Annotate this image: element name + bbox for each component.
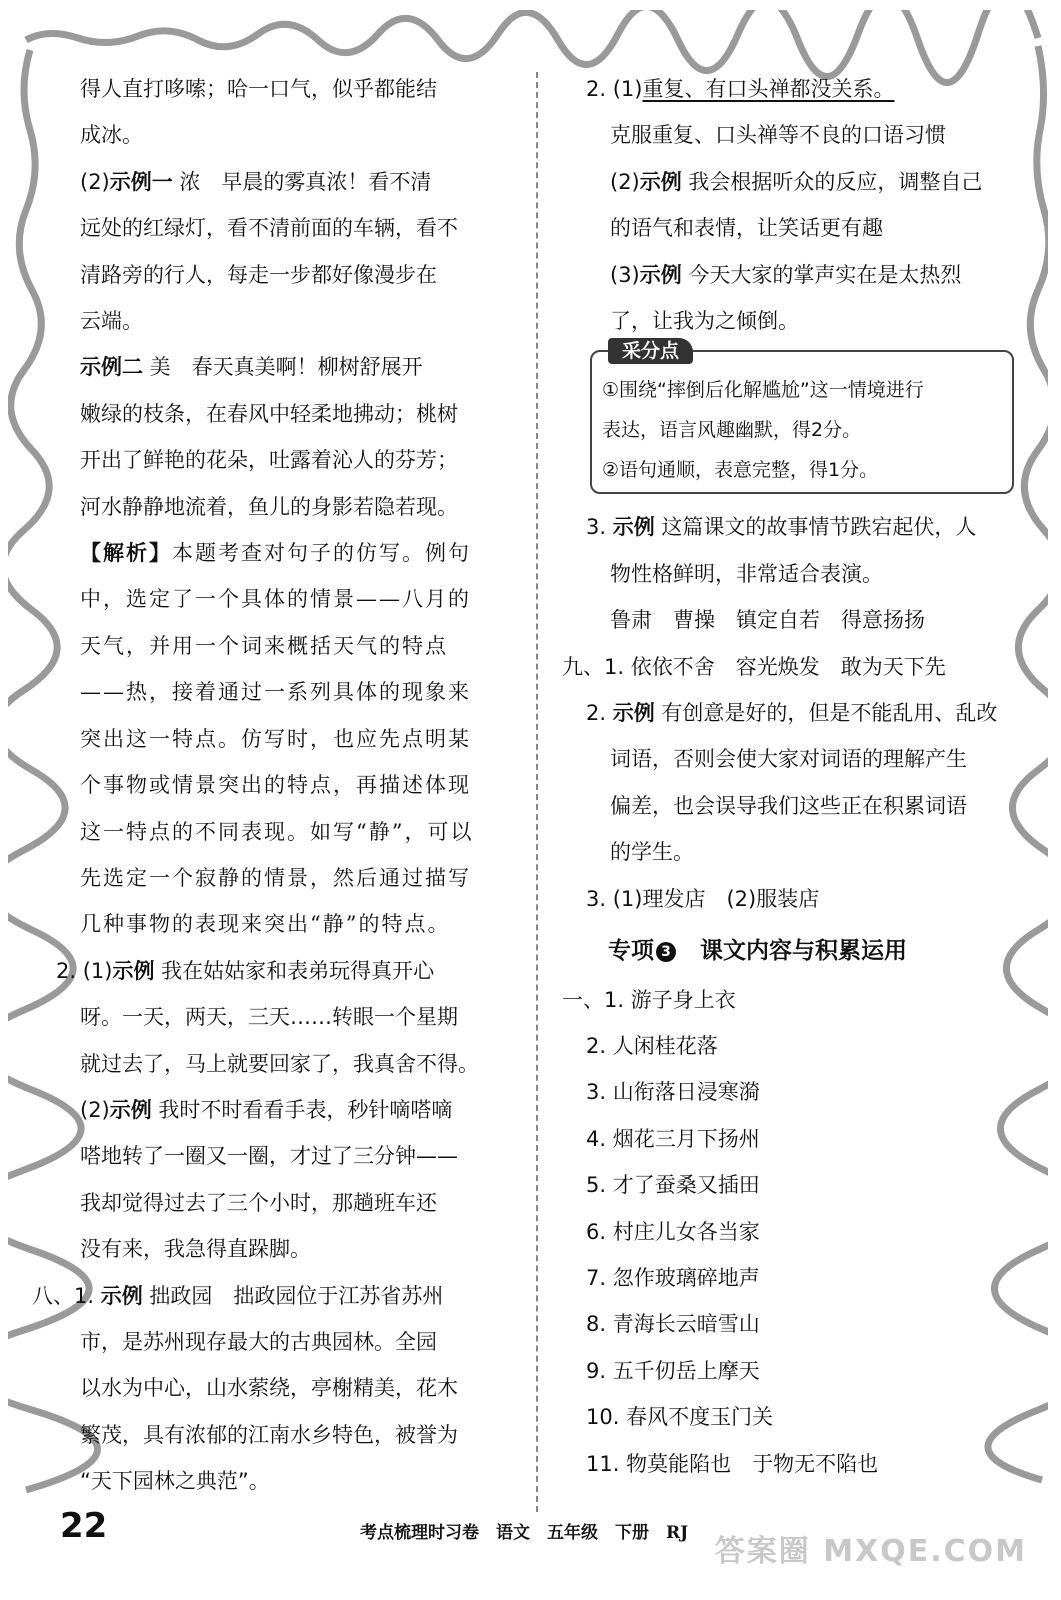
text-line: 嗒地转了一圈又一圈，才过了三分钟—— <box>80 1144 458 1169</box>
answer-line: 11. 物莫能陷也 于物无不陷也 <box>586 1451 879 1476</box>
text-line: (3)示例 今天大家的掌声实在是太热烈 <box>610 262 962 287</box>
text-line: 2. (1)重复、有口头禅都没关系。 <box>586 77 895 101</box>
text-line: 3. (1)理发店 (2)服装店 <box>586 886 820 911</box>
analysis-line: 中，选定了一个具体的情景——八月的 <box>80 587 471 612</box>
text-line: 了，让我为之倾倒。 <box>610 309 799 334</box>
answer-line: 9. 五千仞岳上摩天 <box>586 1358 760 1383</box>
example-tag: 示例二 <box>80 355 143 380</box>
example-tag: 示例 <box>612 515 655 540</box>
book-info: 考点梳理时习卷 语文 五年级 下册 RJ <box>360 1523 689 1543</box>
answer-line: 2. 人闲桂花落 <box>586 1033 718 1058</box>
example-tag: 示例 <box>109 1097 152 1122</box>
text-line: (2)示例一 浓 早晨的雾真浓！看不清 <box>80 169 432 194</box>
answer-line: 6. 村庄儿女各当家 <box>586 1219 760 1244</box>
answer-line: 8. 青海长云暗雪山 <box>586 1312 760 1337</box>
example-tag: 示例 <box>612 701 655 726</box>
scoring-points-box <box>590 340 1014 494</box>
column-divider <box>536 72 538 1512</box>
example-tag: 示例 <box>100 1283 143 1308</box>
example-tag: 示例一 <box>109 169 173 194</box>
analysis-tag: 【解析】 <box>80 540 172 566</box>
text-line: (2)示例 我会根据听众的反应，调整自己 <box>610 169 983 194</box>
text-line: 开出了鲜艳的花朵，吐露着沁人的芬芳； <box>80 448 458 473</box>
text-line: 得人直打哆嗦；哈一口气，似乎都能结 <box>80 77 437 101</box>
text-line: 没有来，我急得直跺脚。 <box>80 1237 311 1262</box>
scoring-point: 表达，语言风趣幽默，得2分。 <box>602 419 862 442</box>
text-line: (2)示例 我时不时看看手表，秒针嘀嗒嘀 <box>80 1097 453 1122</box>
text-line: 3. 示例 这篇课文的故事情节跌宕起伏，人 <box>586 515 977 540</box>
answer-line: 7. 忽作玻璃碎地声 <box>586 1265 760 1290</box>
text-line: 2. 示例 有创意是好的，但是不能乱用、乱改 <box>586 701 998 726</box>
analysis-line: 几种事物的表现来突出“静”的特点。 <box>80 912 451 937</box>
text-line: 克服重复、口头禅等不良的口语习惯 <box>610 123 946 148</box>
left-column <box>32 66 525 1505</box>
text-line: 九、1. 依依不舍 容光焕发 敢为天下先 <box>562 654 946 679</box>
text-line: 云端。 <box>80 309 143 334</box>
text-line: 词语，否则会使大家对词语的理解产生 <box>610 747 967 772</box>
text-line: 清路旁的行人，每走一步都好像漫步在 <box>80 262 437 287</box>
text-line: 鲁肃 曹操 镇定自若 得意扬扬 <box>610 608 925 633</box>
scoring-points-label: 采分点 <box>608 338 693 364</box>
scoring-point: ①围绕“摔倒后化解尴尬”这一情境进行 <box>602 379 924 402</box>
text-line: 的学生。 <box>610 840 694 865</box>
example-tag: 示例 <box>112 958 155 983</box>
text-line: 呀。一天，两天，三天……转眼一个星期 <box>80 1005 458 1030</box>
answer-line: 4. 烟花三月下扬州 <box>586 1126 760 1151</box>
text-line: 以水为中心，山水萦绕，亭榭精美，花木 <box>80 1376 458 1401</box>
scoring-point: ②语句通顺，表意完整，得1分。 <box>602 459 879 482</box>
text-line: 就过去了，马上就要回家了，我真舍不得。 <box>80 1051 479 1076</box>
page-number: 22 <box>60 1506 108 1546</box>
text-line: 成冰。 <box>80 123 143 148</box>
answer-line: 10. 春风不度玉门关 <box>586 1405 774 1430</box>
underlined-answer: 重复、有口头禅都没关系。 <box>642 77 895 101</box>
text-line: 八、1. 示例 拙政园 拙政园位于江苏省苏州 <box>32 1283 444 1308</box>
text-line: 物性格鲜明，非常适合表演。 <box>610 561 883 586</box>
analysis-line: 这一特点的不同表现。如写“静”，可以 <box>80 819 474 844</box>
text-line: 偏差，也会误导我们这些正在积累词语 <box>610 793 967 818</box>
analysis-line: ——热，接着通过一系列具体的现象来 <box>80 680 471 705</box>
text-line: 示例二 美 春天真美啊！柳树舒展开 <box>80 355 423 380</box>
example-tag: 示例 <box>639 169 682 194</box>
answer-line: 一、1. 游子身上衣 <box>562 987 736 1012</box>
watermark-logo: 答案圈 MXQE.COM <box>714 1534 1027 1569</box>
text-line: 嫩绿的枝条，在春风中轻柔地拂动；桃树 <box>80 401 458 426</box>
analysis-line: 个事物或情景突出的特点，再描述体现 <box>80 773 471 798</box>
analysis-line: 先选定一个寂静的情景，然后通过描写 <box>80 865 471 890</box>
section-number-badge: 3 <box>656 942 676 962</box>
analysis-line: 天气，并用一个词来概括天气的特点 <box>80 633 448 658</box>
analysis-line: 突出这一特点。仿写时，也应先点明某 <box>80 726 471 751</box>
text-line: 远处的红绿灯，看不清前面的车辆，看不 <box>80 216 458 241</box>
analysis-line: 【解析】本题考查对句子的仿写。例句 <box>80 540 471 566</box>
answer-line: 5. 才了蚕桑又插田 <box>586 1173 760 1198</box>
example-tag: 示例 <box>639 262 682 287</box>
text-line: 繁茂，具有浓郁的江南水乡特色，被誉为 <box>80 1422 458 1447</box>
text-line: “天下园林之典范”。 <box>80 1469 270 1494</box>
answer-line: 3. 山衔落日浸寒漪 <box>586 1080 760 1105</box>
text-line: 2. (1)示例 我在姑姑家和表弟玩得真开心 <box>56 958 435 983</box>
text-line: 我却觉得过去了三个小时，那趟班车还 <box>80 1190 437 1215</box>
text-line: 河水静静地流着，鱼儿的身影若隐若现。 <box>80 494 458 519</box>
right-column <box>562 66 1002 1487</box>
text-line: 的语气和表情，让笑话更有趣 <box>610 216 883 241</box>
section-title: 专项 3 课文内容与积累运用 <box>608 938 907 965</box>
text-line: 市，是苏州现存最大的古典园林。全园 <box>80 1329 437 1354</box>
